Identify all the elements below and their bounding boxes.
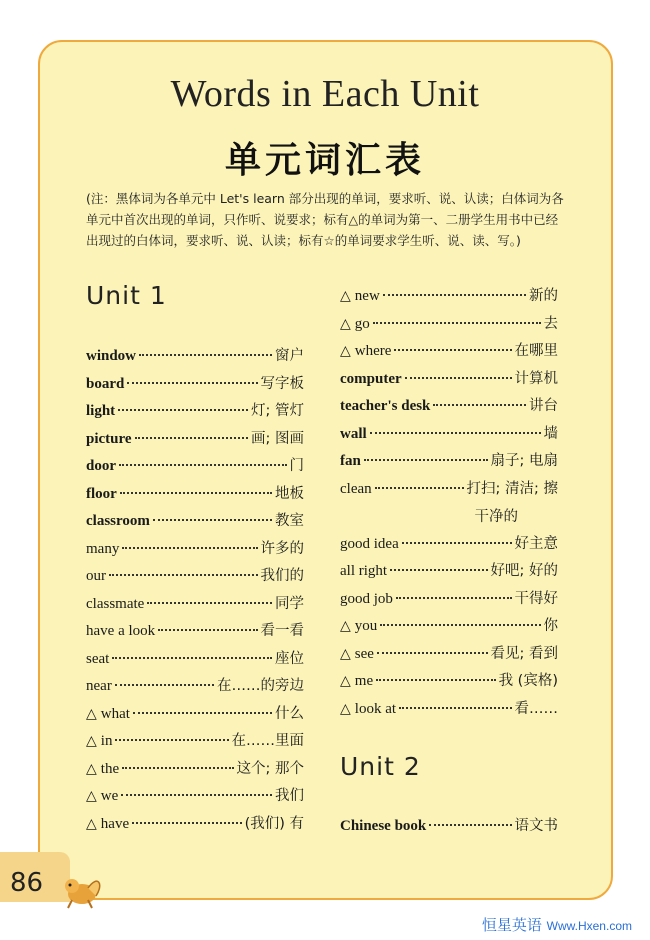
vocab-word: wall xyxy=(340,425,367,442)
vocab-meaning: 画; 图画 xyxy=(251,430,304,447)
vocab-word: board xyxy=(86,375,125,392)
triangle-mark-icon: △ xyxy=(340,618,351,634)
leader-dots xyxy=(135,437,248,439)
vocab-meaning: 许多的 xyxy=(260,540,304,557)
vocab-word: seat xyxy=(86,650,110,667)
triangle-mark-icon: △ xyxy=(340,288,351,304)
vocab-word: computer xyxy=(340,370,402,387)
leader-dots xyxy=(383,294,526,296)
vocab-word: fan xyxy=(340,453,361,469)
title-english: Words in Each Unit xyxy=(170,73,480,115)
vocab-meaning: 看见; 看到 xyxy=(490,645,558,662)
vocab-row xyxy=(86,344,304,372)
vocab-row xyxy=(86,372,304,400)
vocab-word: picture xyxy=(86,430,132,447)
vocab-word: floor xyxy=(86,485,117,502)
triangle-mark-icon: △ xyxy=(340,673,351,689)
leader-dots xyxy=(153,519,272,521)
vocab-row xyxy=(340,697,558,725)
vocab-meaning: 地板 xyxy=(275,485,304,502)
leader-dots xyxy=(402,542,512,544)
vocab-row xyxy=(86,592,304,620)
leader-dots xyxy=(433,404,526,406)
vocab-meaning: 我 (宾格) xyxy=(498,673,558,689)
leader-dots xyxy=(429,824,511,826)
vocab-word: door xyxy=(86,458,116,474)
vocab-meaning: 计算机 xyxy=(514,370,558,387)
leader-dots xyxy=(377,652,488,654)
vocab-word: we xyxy=(100,788,119,804)
vocab-row xyxy=(340,449,558,477)
vocab-word: Chinese book xyxy=(340,818,427,834)
vocab-row xyxy=(340,559,558,587)
vocab-row xyxy=(340,532,558,560)
vocab-word: me xyxy=(354,673,374,689)
leader-dots xyxy=(127,382,257,384)
vocab-meaning: 同学 xyxy=(275,595,304,612)
leader-dots xyxy=(109,574,258,576)
leader-dots xyxy=(139,354,272,356)
vocab-word: have xyxy=(100,815,130,832)
vocab-word: look at xyxy=(354,700,397,717)
triangle-mark-icon: △ xyxy=(86,788,97,804)
triangle-mark-icon: △ xyxy=(86,815,97,832)
leader-dots xyxy=(122,547,257,549)
page-number: 86 xyxy=(10,868,44,898)
vocab-meaning: 扇子; 电扇 xyxy=(490,453,558,469)
leader-dots xyxy=(376,679,495,681)
vocab-meaning: 语文书 xyxy=(514,818,558,834)
vocab-column-left xyxy=(86,344,304,839)
watermark-url: Www.Hxen.com xyxy=(546,919,632,933)
vocab-meaning-continued: 干净的 xyxy=(474,509,518,525)
vocab-row xyxy=(86,619,304,647)
vocab-meaning: 灯; 管灯 xyxy=(251,403,304,419)
vocab-word: near xyxy=(86,678,112,694)
squirrel-mascot-icon xyxy=(58,866,106,910)
leader-dots xyxy=(364,459,488,461)
vocab-row xyxy=(86,757,304,785)
leader-dots xyxy=(133,712,272,714)
vocab-meaning: 我们 xyxy=(275,788,304,804)
leader-dots xyxy=(405,377,512,379)
triangle-mark-icon: △ xyxy=(340,700,351,717)
vocab-row xyxy=(86,537,304,565)
vocab-word: many xyxy=(86,540,120,557)
vocab-row xyxy=(340,642,558,670)
vocab-meaning: 教室 xyxy=(275,513,304,529)
vocab-row xyxy=(86,427,304,455)
vocab-meaning: 什么 xyxy=(275,705,304,722)
vocab-row xyxy=(340,669,558,697)
vocab-meaning: 讲台 xyxy=(529,398,558,414)
leader-dots xyxy=(375,487,464,489)
vocab-row xyxy=(86,729,304,757)
leader-dots xyxy=(147,602,272,604)
vocab-meaning: 门 xyxy=(289,458,304,474)
vocab-row xyxy=(340,284,558,312)
watermark-brand: 恒星英语 xyxy=(481,916,542,934)
vocab-row xyxy=(86,482,304,510)
triangle-mark-icon: △ xyxy=(340,343,351,359)
usage-note: (注：黑体词为各单元中 Let's learn 部分出现的单词，要求听、说、认读；白体词为各单元中首次出现的单词，只作听、说要求；标有△的单词为第一、二册学生用书中已经出现过的白体词，要求听、说、认读；标有☆的单词要求学生听、说、读、写。) xyxy=(86,191,564,248)
triangle-mark-icon: △ xyxy=(340,315,351,332)
vocab-row xyxy=(340,394,558,422)
leader-dots xyxy=(119,464,287,466)
triangle-mark-icon: △ xyxy=(340,645,351,662)
vocab-meaning: 在……里面 xyxy=(231,733,304,749)
vocab-word: all right xyxy=(340,563,388,579)
vocab-word: teacher's desk xyxy=(340,398,431,414)
vocab-meaning: 新的 xyxy=(529,288,558,304)
leader-dots xyxy=(120,492,272,494)
vocab-row xyxy=(86,454,304,482)
leader-dots xyxy=(399,707,511,709)
vocab-row xyxy=(86,399,304,427)
vocab-meaning: 好主意 xyxy=(514,535,558,552)
vocab-meaning: 窗户 xyxy=(275,348,304,364)
vocab-word: classroom xyxy=(86,513,150,529)
vocab-row xyxy=(340,339,558,367)
vocab-word: light xyxy=(86,403,116,419)
vocab-word: classmate xyxy=(86,595,145,612)
vocab-meaning: 在……的旁边 xyxy=(217,678,304,694)
vocab-row xyxy=(86,812,304,840)
leader-dots xyxy=(370,432,541,434)
vocab-row xyxy=(340,422,558,450)
leader-dots xyxy=(396,597,512,599)
vocab-meaning: 这个; 那个 xyxy=(236,760,304,777)
vocab-meaning: 墙 xyxy=(543,425,558,442)
vocab-meaning: 在哪里 xyxy=(514,343,558,359)
vocab-word: what xyxy=(100,705,130,722)
leader-dots xyxy=(115,684,214,686)
leader-dots xyxy=(373,322,541,324)
leader-dots xyxy=(122,767,233,769)
vocab-row xyxy=(86,564,304,592)
vocab-word: good job xyxy=(340,590,393,607)
unit-1-heading: Unit 1 xyxy=(86,281,167,310)
vocab-column-unit2 xyxy=(340,814,558,842)
leader-dots xyxy=(390,569,487,571)
leader-dots xyxy=(132,822,241,824)
leader-dots xyxy=(112,657,272,659)
title-chinese: 单元词汇表 xyxy=(224,140,425,181)
vocab-word: clean xyxy=(340,480,372,497)
vocab-row xyxy=(86,674,304,702)
vocab-word: good idea xyxy=(340,535,399,552)
vocab-word: window xyxy=(86,348,137,364)
vocab-row xyxy=(86,702,304,730)
vocab-meaning: 写字板 xyxy=(260,375,304,392)
vocab-meaning: 你 xyxy=(543,618,558,634)
vocab-word: where xyxy=(354,343,392,359)
vocab-row xyxy=(340,587,558,615)
vocab-row xyxy=(340,814,558,842)
leader-dots xyxy=(121,794,272,796)
vocab-word: you xyxy=(354,618,378,634)
triangle-mark-icon: △ xyxy=(86,733,97,749)
triangle-mark-icon: △ xyxy=(86,705,97,722)
triangle-mark-icon: △ xyxy=(86,760,97,777)
vocab-word: go xyxy=(354,315,370,332)
leader-dots xyxy=(115,739,228,741)
vocab-row xyxy=(340,367,558,395)
vocab-word: have a look xyxy=(86,623,156,639)
vocab-word: in xyxy=(100,733,113,749)
vocab-word: see xyxy=(354,645,374,662)
vocab-word: the xyxy=(100,760,120,777)
vocab-meaning: 好吧; 好的 xyxy=(490,563,558,579)
vocab-meaning: 我们的 xyxy=(260,568,304,584)
vocab-meaning: (我们) 有 xyxy=(244,815,304,832)
vocab-meaning: 看…… xyxy=(514,700,558,717)
vocab-row xyxy=(340,614,558,642)
leader-dots xyxy=(394,349,511,351)
vocab-meaning: 去 xyxy=(543,315,558,332)
vocab-row xyxy=(340,477,558,505)
vocab-row xyxy=(340,312,558,340)
leader-dots xyxy=(158,629,257,631)
vocab-row xyxy=(86,784,304,812)
vocab-word: new xyxy=(354,288,380,304)
vocab-meaning: 座位 xyxy=(275,650,304,667)
vocab-meaning: 看一看 xyxy=(260,623,304,639)
watermark xyxy=(482,914,632,935)
leader-dots xyxy=(380,624,540,626)
vocab-meaning: 打扫; 清洁; 擦 xyxy=(466,480,558,497)
vocab-meaning: 干得好 xyxy=(514,590,558,607)
vocab-row xyxy=(86,509,304,537)
vocab-column-right xyxy=(340,284,558,724)
vocab-word: our xyxy=(86,568,106,584)
vocab-row xyxy=(86,647,304,675)
unit-2-heading: Unit 2 xyxy=(340,752,421,781)
leader-dots xyxy=(118,409,248,411)
